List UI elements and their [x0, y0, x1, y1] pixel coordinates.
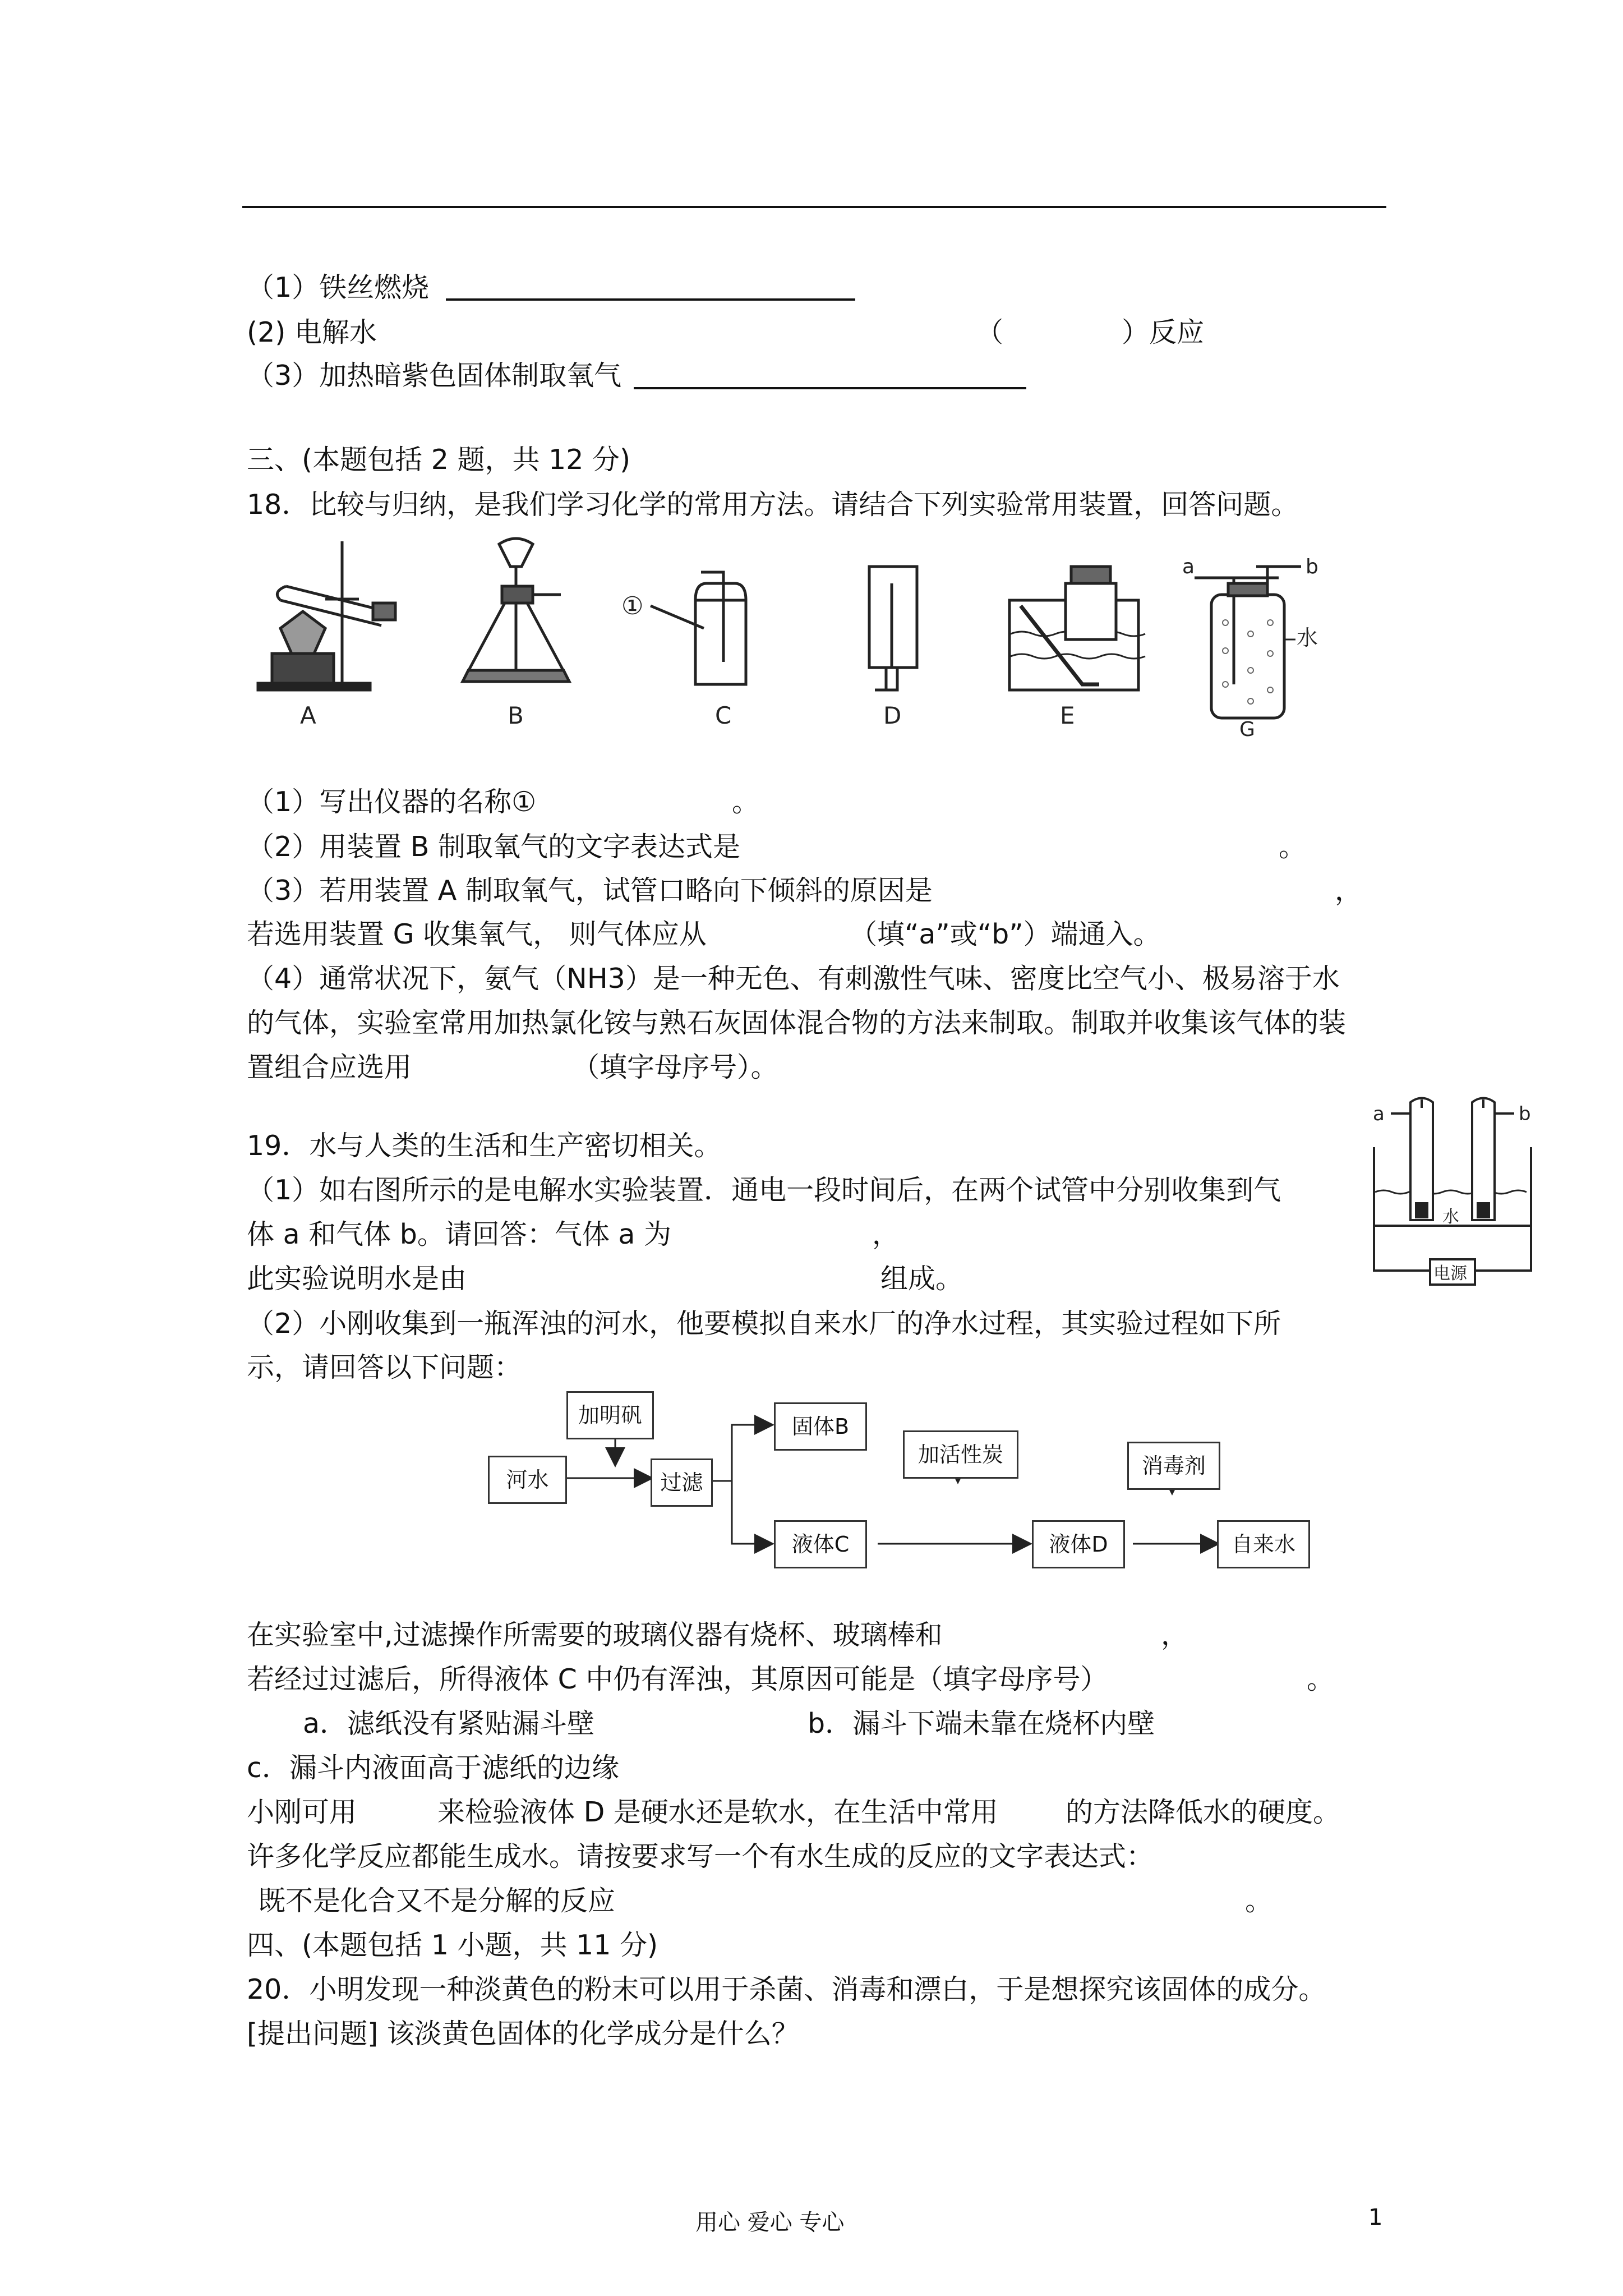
q18-s4d: （填字母序号）。 [572, 1051, 778, 1083]
flow-alum: 加明矾 [566, 1391, 654, 1439]
apparatus-label-g: G [1239, 718, 1255, 740]
electrolysis-label-b: b [1519, 1103, 1531, 1125]
apparatus-g-water: 水 [1297, 625, 1318, 650]
electrolysis-label-water: 水 [1442, 1207, 1459, 1227]
q18-s4b: 的气体，实验室常用加热氯化铵与熟石灰固体混合物的方法来制取。制取并收集该气体的装 [247, 1007, 1347, 1039]
apparatus-marker-1: ① [621, 592, 644, 620]
apparatus-figure [247, 533, 1324, 740]
apparatus-g-drawing [1195, 567, 1301, 718]
q19-p2a: 若经过过滤后，所得液体 C 中仍有浑浊，其原因可能是（填字母序号） [247, 1663, 1108, 1695]
q19-option-c: c．漏斗内液面高于滤纸的边缘 [247, 1752, 619, 1784]
apparatus-d-drawing [869, 567, 917, 690]
q19-s1c: ， [872, 1218, 900, 1250]
q17-answer-blank-1[interactable] [446, 298, 855, 301]
q19-p3c: 的方法降低水的硬度。 [1066, 1796, 1341, 1828]
q18-s1b: 。 [732, 786, 760, 818]
apparatus-g-port-b: b [1306, 555, 1318, 578]
q18-s3d: （填“a”或“b”）端通入。 [850, 918, 1161, 950]
electrolysis-figure [1363, 1091, 1542, 1304]
apparatus-label-b: B [508, 702, 524, 729]
q18-s3a: （3）若用装置 A 制取氧气，试管口略向下倾斜的原因是 [247, 875, 933, 907]
section-4-title: 四、(本题包括 1 小题，共 11 分) [247, 1929, 658, 1961]
q18-s2a: （2）用装置 B 制取氧气的文字表达式是 [247, 831, 740, 863]
q18-s3c: 若选用装置 G 收集氧气， 则气体应从 [247, 918, 707, 950]
q18-s4a: （4）通常状况下，氨气（NH3）是一种无色、有刺激性气味、密度比空气小、极易溶于水 [247, 963, 1340, 995]
apparatus-label-c: C [715, 702, 732, 729]
q19-s1b: 体 a 和气体 b。请回答：气体 a 为 [247, 1218, 672, 1250]
q19-stem: 19．水与人类的生活和生产密切相关。 [247, 1130, 722, 1162]
flow-carbon: 加活性炭 [903, 1430, 1018, 1479]
section-3-title: 三、(本题包括 2 题，共 12 分) [247, 444, 631, 476]
q17-line1: （1）铁丝燃烧 [247, 272, 430, 303]
q19-p1b: ， [1161, 1619, 1189, 1651]
q19-p5b: 。 [1245, 1885, 1273, 1917]
q19-p3b: 来检验液体 D 是硬水还是软水，在生活中常用 [437, 1796, 998, 1828]
flow-filter: 过滤 [651, 1458, 713, 1507]
footer-motto: 用心 爱心 专心 [695, 2210, 845, 2235]
apparatus-label-e: E [1060, 702, 1075, 729]
q17-answer-blank-3[interactable] [634, 387, 1026, 389]
q17-paren-open: （ [976, 316, 1004, 348]
q19-p4: 许多化学反应都能生成水。请按要求写一个有水生成的反应的文字表达式： [247, 1841, 1154, 1872]
apparatus-label-a: A [300, 702, 316, 729]
apparatus-a-drawing [258, 541, 395, 690]
page-number: 1 [1368, 2205, 1383, 2230]
q19-option-b: b．漏斗下端未靠在烧杯内壁 [808, 1708, 1155, 1740]
flow-liquid-c: 液体C [774, 1520, 867, 1568]
q19-option-a: a．滤纸没有紧贴漏斗壁 [303, 1708, 595, 1740]
electrolysis-label-a: a [1373, 1103, 1385, 1125]
q20-ask: [提出问题] 该淡黄色固体的化学成分是什么？ [247, 2018, 799, 2050]
q19-p5a: 既不是化合又不是分解的反应 [258, 1885, 616, 1917]
q18-s4c: 置组合应选用 [247, 1051, 412, 1083]
apparatus-e-drawing [1009, 567, 1145, 690]
q19-s1a: （1）如右图所示的是电解水实验装置．通电一段时间后，在两个试管中分别收集到气 [247, 1174, 1281, 1206]
q18-s3b: ， [1335, 875, 1363, 907]
electrolysis-label-power: 电源 [1433, 1264, 1467, 1283]
q17-line2: (2) 电解水 [247, 316, 377, 348]
q19-p2b: 。 [1307, 1663, 1335, 1695]
q18-s2b: 。 [1279, 831, 1307, 863]
q19-s1d: 此实验说明水是由 [247, 1263, 467, 1295]
q19-p1a: 在实验室中,过滤操作所需要的玻璃仪器有烧杯、玻璃棒和 [247, 1619, 943, 1651]
header-rule [242, 206, 1386, 208]
apparatus-g-port-a: a [1182, 555, 1195, 578]
q20-stem: 20．小明发现一种淡黄色的粉末可以用于杀菌、消毒和漂白，于是想探究该固体的成分。 [247, 1973, 1326, 2005]
flow-river: 河水 [488, 1456, 567, 1504]
q18-s1a: （1）写出仪器的名称① [247, 786, 537, 818]
apparatus-b-drawing [463, 539, 569, 682]
flow-disinfect: 消毒剂 [1127, 1442, 1220, 1490]
q19-p3a: 小刚可用 [247, 1796, 357, 1828]
q18-stem: 18．比较与归纳，是我们学习化学的常用方法。请结合下列实验常用装置，回答问题。 [247, 489, 1299, 521]
q17-line3: （3）加热暗紫色固体制取氧气 [247, 360, 622, 392]
q19-s1e: 组成。 [880, 1263, 963, 1295]
q17-paren-close: ）反应 [1122, 316, 1205, 348]
flow-liquid-d: 液体D [1032, 1520, 1125, 1568]
q19-s2a: （2）小刚收集到一瓶浑浊的河水，他要模拟自来水厂的净水过程，其实验过程如下所 [247, 1308, 1281, 1340]
q19-s2b: 示，请回答以下问题： [247, 1351, 522, 1383]
flow-tap: 自来水 [1217, 1520, 1310, 1568]
apparatus-c-drawing [651, 572, 746, 684]
flow-solid-b: 固体B [774, 1402, 867, 1451]
apparatus-label-d: D [883, 702, 902, 729]
